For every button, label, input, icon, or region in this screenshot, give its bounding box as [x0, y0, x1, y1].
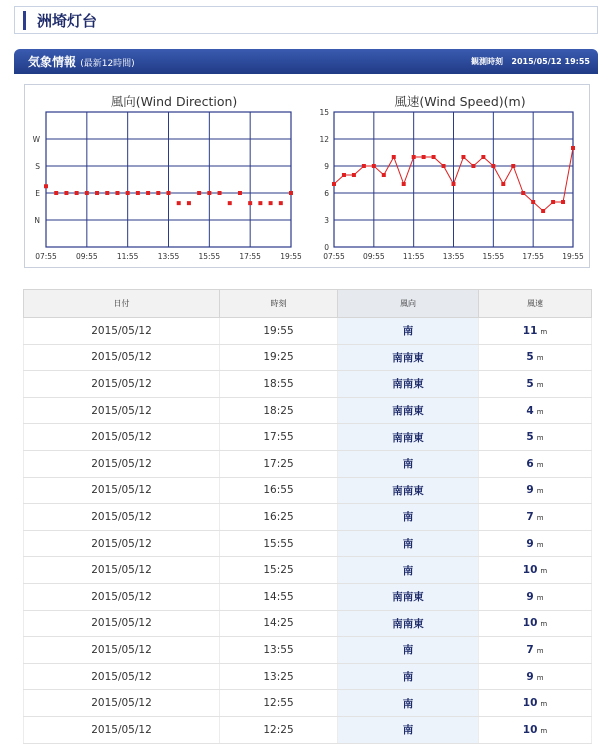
wind-speed-point — [402, 182, 406, 186]
speed-value: 11 — [522, 324, 538, 337]
wind-speed-point — [392, 155, 396, 159]
wind-direction-point — [146, 191, 150, 195]
wind-speed-point — [352, 173, 356, 177]
weather-section-header — [14, 49, 598, 74]
wind-speed-y-tick: 3 — [324, 216, 329, 225]
wind-direction-x-tick: 17:55 — [239, 252, 261, 261]
cell-time: 17:55 — [220, 424, 338, 451]
wind-direction-point — [238, 191, 242, 195]
wind-speed-y-tick: 15 — [319, 108, 329, 117]
title-accent — [23, 11, 26, 30]
wind-direction-point — [95, 191, 99, 195]
wind-speed-y-tick: 0 — [324, 243, 329, 252]
table-row — [24, 583, 592, 610]
cell-time: 13:25 — [220, 663, 338, 690]
speed-unit: m — [536, 460, 544, 469]
wind-speed-x-tick: 17:55 — [522, 252, 544, 261]
wind-speed-x-tick: 07:55 — [323, 252, 345, 261]
speed-value: 5 — [526, 351, 534, 364]
wind-speed-chart-title: 風速(Wind Speed)(m) — [394, 94, 526, 109]
wind-speed-point — [471, 164, 475, 168]
wind-direction-point — [279, 201, 283, 205]
cell-time: 16:25 — [220, 504, 338, 531]
speed-unit: m — [536, 487, 544, 496]
section-subtitle: (最新12時間) — [80, 59, 135, 69]
table-row — [24, 477, 592, 504]
cell-direction: 南 — [338, 690, 479, 717]
table-row — [24, 318, 592, 345]
wind-direction-x-tick: 15:55 — [198, 252, 221, 261]
wind-direction-point — [167, 191, 171, 195]
wind-speed-point — [422, 155, 426, 159]
wind-direction-y-tick: S — [35, 162, 40, 171]
cell-date: 2015/05/12 — [24, 557, 220, 584]
wind-direction-y-tick: N — [34, 216, 40, 225]
table-header-row — [24, 290, 592, 318]
page-title: 洲埼灯台 — [37, 12, 98, 30]
cell-direction: 南 — [338, 637, 479, 664]
cell-direction: 南南東 — [338, 344, 479, 371]
speed-value: 6 — [526, 457, 534, 470]
speed-value: 5 — [526, 377, 534, 390]
cell-date: 2015/05/12 — [24, 530, 220, 557]
wind-direction-x-tick: 09:55 — [76, 252, 98, 261]
wind-direction-point — [177, 201, 181, 205]
wind-direction-point — [64, 191, 68, 195]
speed-unit: m — [536, 513, 544, 522]
cell-direction: 南南東 — [338, 610, 479, 637]
table-row — [24, 424, 592, 451]
wind-direction-point — [207, 191, 211, 195]
table-row — [24, 371, 592, 398]
cell-direction: 南 — [338, 450, 479, 477]
table-row — [24, 637, 592, 664]
cell-direction: 南南東 — [338, 583, 479, 610]
speed-value: 9 — [526, 590, 534, 603]
cell-speed — [479, 477, 592, 504]
wind-speed-point — [372, 164, 376, 168]
speed-value: 9 — [526, 537, 534, 550]
cell-date: 2015/05/12 — [24, 637, 220, 664]
cell-time: 12:55 — [220, 690, 338, 717]
section-title-text: 気象情報 — [28, 55, 77, 69]
wind-direction-point — [105, 191, 109, 195]
cell-speed — [479, 450, 592, 477]
data-table-container — [23, 289, 591, 744]
wind-direction-chart-title: 風向(Wind Direction) — [110, 94, 238, 109]
wind-speed-x-tick: 11:55 — [402, 252, 425, 261]
wind-direction-y-tick: E — [35, 189, 40, 198]
cell-date: 2015/05/12 — [24, 424, 220, 451]
wind-speed-point — [461, 155, 465, 159]
speed-value: 10 — [522, 697, 538, 710]
header-date: 日付 — [24, 290, 220, 318]
speed-unit: m — [536, 540, 544, 549]
cell-speed — [479, 637, 592, 664]
speed-unit: m — [540, 620, 548, 629]
wind-direction-point — [136, 191, 140, 195]
wind-speed-y-tick: 6 — [324, 189, 329, 198]
cell-speed — [479, 397, 592, 424]
header-direction: 風向 — [338, 290, 479, 318]
wind-speed-point — [442, 164, 446, 168]
cell-direction: 南南東 — [338, 424, 479, 451]
wind-direction-point — [187, 201, 191, 205]
cell-date: 2015/05/12 — [24, 690, 220, 717]
wind-speed-point — [432, 155, 436, 159]
cell-time: 18:55 — [220, 371, 338, 398]
cell-speed — [479, 610, 592, 637]
cell-speed — [479, 663, 592, 690]
wind-speed-x-tick: 15:55 — [482, 252, 505, 261]
cell-direction: 南 — [338, 716, 479, 743]
wind-speed-x-tick: 09:55 — [363, 252, 385, 261]
observation-label: 観測時刻 — [471, 57, 504, 66]
wind-speed-point — [511, 164, 515, 168]
cell-direction: 南南東 — [338, 397, 479, 424]
table-row — [24, 504, 592, 531]
cell-time: 15:25 — [220, 557, 338, 584]
wind-speed-y-tick: 12 — [319, 135, 329, 144]
speed-unit: m — [536, 434, 544, 443]
speed-unit: m — [540, 700, 548, 709]
wind-direction-point — [75, 191, 79, 195]
wind-direction-point — [228, 201, 232, 205]
header-time: 時刻 — [220, 290, 338, 318]
cell-speed — [479, 557, 592, 584]
cell-time: 13:55 — [220, 637, 338, 664]
speed-unit: m — [540, 327, 548, 336]
wind-speed-point — [501, 182, 505, 186]
speed-value: 10 — [522, 723, 538, 736]
speed-value: 4 — [526, 404, 534, 417]
wind-direction-x-tick: 07:55 — [35, 252, 57, 261]
wind-direction-point — [44, 184, 48, 188]
wind-direction-point — [197, 191, 201, 195]
table-row — [24, 610, 592, 637]
speed-value: 5 — [526, 431, 534, 444]
wind-direction-point — [218, 191, 222, 195]
section-title — [28, 53, 135, 70]
wind-direction-point — [269, 201, 273, 205]
cell-time: 14:25 — [220, 610, 338, 637]
wind-direction-point — [115, 191, 119, 195]
speed-unit: m — [540, 726, 548, 735]
cell-direction: 南南東 — [338, 477, 479, 504]
cell-date: 2015/05/12 — [24, 397, 220, 424]
cell-speed — [479, 530, 592, 557]
cell-time: 12:25 — [220, 716, 338, 743]
cell-direction: 南 — [338, 318, 479, 345]
speed-value: 9 — [526, 484, 534, 497]
cell-speed — [479, 504, 592, 531]
chart-panel — [24, 84, 590, 268]
table-row — [24, 530, 592, 557]
cell-time: 15:55 — [220, 530, 338, 557]
speed-unit: m — [540, 567, 548, 576]
cell-direction: 南 — [338, 504, 479, 531]
table-row — [24, 663, 592, 690]
wind-speed-point — [571, 146, 575, 150]
wind-direction-point — [248, 201, 252, 205]
cell-date: 2015/05/12 — [24, 504, 220, 531]
cell-speed — [479, 690, 592, 717]
cell-date: 2015/05/12 — [24, 583, 220, 610]
cell-speed — [479, 424, 592, 451]
wind-speed-point — [412, 155, 416, 159]
charts-svg — [25, 85, 591, 269]
table-row — [24, 450, 592, 477]
cell-date: 2015/05/12 — [24, 450, 220, 477]
cell-speed — [479, 583, 592, 610]
wind-speed-point — [481, 155, 485, 159]
wind-speed-point — [362, 164, 366, 168]
table-row — [24, 344, 592, 371]
wind-speed-point — [531, 200, 535, 204]
table-row — [24, 690, 592, 717]
cell-direction: 南南東 — [338, 371, 479, 398]
wind-speed-point — [491, 164, 495, 168]
wind-direction-point — [54, 191, 58, 195]
speed-unit: m — [536, 380, 544, 389]
cell-speed — [479, 318, 592, 345]
speed-unit: m — [536, 593, 544, 602]
wind-direction-point — [289, 191, 293, 195]
wind-speed-point — [382, 173, 386, 177]
wind-speed-point — [452, 182, 456, 186]
observation-time — [471, 56, 590, 67]
speed-value: 10 — [522, 564, 538, 577]
wind-direction-point — [258, 201, 262, 205]
speed-unit: m — [536, 646, 544, 655]
wind-speed-point — [521, 191, 525, 195]
cell-date: 2015/05/12 — [24, 663, 220, 690]
wind-direction-point — [126, 191, 130, 195]
cell-date: 2015/05/12 — [24, 344, 220, 371]
cell-time: 16:55 — [220, 477, 338, 504]
wind-speed-point — [342, 173, 346, 177]
speed-unit: m — [536, 354, 544, 363]
speed-value: 9 — [526, 670, 534, 683]
cell-time: 18:25 — [220, 397, 338, 424]
cell-date: 2015/05/12 — [24, 477, 220, 504]
wind-speed-y-tick: 9 — [324, 162, 329, 171]
speed-unit: m — [536, 673, 544, 682]
cell-speed — [479, 344, 592, 371]
header-speed: 風速 — [479, 290, 592, 318]
observation-value: 2015/05/12 19:55 — [511, 57, 590, 66]
table-row — [24, 397, 592, 424]
wind-direction-point — [156, 191, 160, 195]
cell-direction: 南 — [338, 557, 479, 584]
cell-direction: 南 — [338, 530, 479, 557]
wind-direction-x-tick: 11:55 — [116, 252, 139, 261]
wind-direction-point — [85, 191, 89, 195]
wind-speed-point — [551, 200, 555, 204]
weather-table — [23, 289, 592, 744]
wind-speed-point — [561, 200, 565, 204]
cell-date: 2015/05/12 — [24, 610, 220, 637]
speed-value: 10 — [522, 617, 538, 630]
wind-speed-x-tick: 13:55 — [442, 252, 465, 261]
speed-unit: m — [536, 407, 544, 416]
cell-speed — [479, 371, 592, 398]
speed-value: 7 — [526, 643, 534, 656]
speed-value: 7 — [526, 510, 534, 523]
page-title-bar — [14, 6, 598, 34]
cell-time: 19:55 — [220, 318, 338, 345]
table-row — [24, 716, 592, 743]
wind-direction-x-tick: 13:55 — [157, 252, 180, 261]
wind-direction-y-tick: W — [32, 135, 40, 144]
cell-date: 2015/05/12 — [24, 318, 220, 345]
cell-time: 17:25 — [220, 450, 338, 477]
cell-date: 2015/05/12 — [24, 371, 220, 398]
wind-speed-point — [541, 209, 545, 213]
cell-speed — [479, 716, 592, 743]
cell-time: 14:55 — [220, 583, 338, 610]
wind-speed-point — [332, 182, 336, 186]
cell-direction: 南 — [338, 663, 479, 690]
wind-direction-x-tick: 19:55 — [280, 252, 302, 261]
cell-date: 2015/05/12 — [24, 716, 220, 743]
cell-time: 19:25 — [220, 344, 338, 371]
table-row — [24, 557, 592, 584]
wind-speed-x-tick: 19:55 — [562, 252, 584, 261]
